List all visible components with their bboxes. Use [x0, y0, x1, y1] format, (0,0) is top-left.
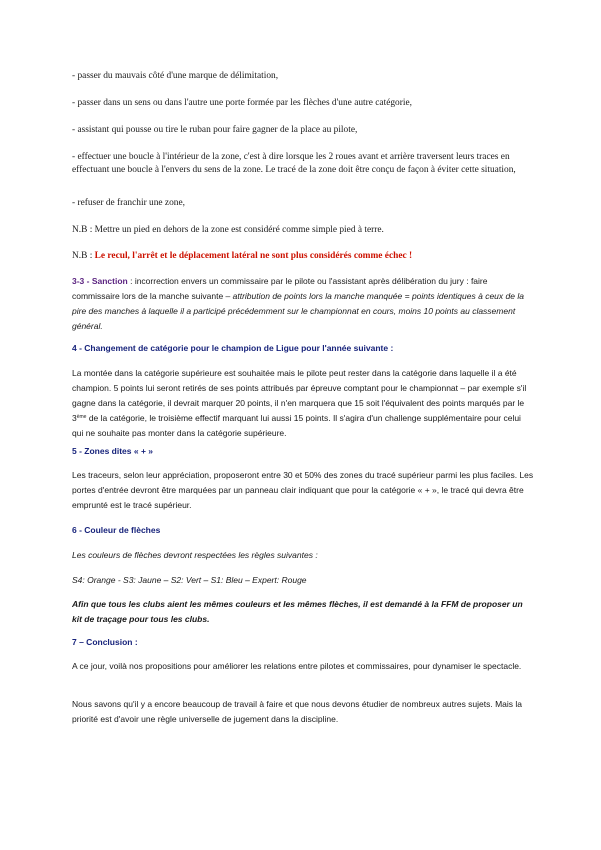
section4-text-a: La montée dans la catégorie supérieure est souhaitée mais le pilote peut rester dans la catégorie dans laquelle il a été champion. 5 points lui seront retirés de ses points attribués par épreuve comptant pour le championnat – par exemple s'il gagne dans la catégorie, il devrait marquer 20 points, il n'en marquera que 15 soit l'équivalent des points marqués par le 3: [72, 368, 527, 423]
section6-note: Afin que tous les clubs aient les mêmes couleurs et les mêmes flèches, il est demandé à la FFM de proposer un kit de traçage pour tous les clubs.: [72, 599, 523, 624]
section6-intro: Les couleurs de flèches devront respectées les règles suivantes :: [72, 550, 318, 560]
sanction-paragraph: [72, 274, 534, 334]
rule-item: - effectuer une boucle à l'intérieur de la zone, c'est à dire lorsque les 2 roues avant et arrière traversent leurs traces en effectuant une boucle à l'envers du sens de la zone. Le tracé de la zone doit être conçu de façon à éviter cette situation,: [72, 152, 516, 176]
section7-heading: 7 – Conclusion :: [72, 637, 138, 647]
section4-heading: 4 - Changement de catégorie pour le champion de Ligue pour l'année suivante :: [72, 343, 394, 353]
section7-paragraph-1: A ce jour, voilà nos propositions pour améliorer les relations entre pilotes et commissaires, pour dynamiser le spectacle.: [72, 661, 522, 671]
rule-item: - refuser de franchir une zone,: [72, 198, 185, 208]
rule-item: - assistant qui pousse ou tire le ruban pour faire gagner de la place au pilote,: [72, 125, 358, 135]
sanction-text: : incorrection envers un commissaire par le pilote ou l'assistant après délibération du jury : faire commissaire lors de la manche suivante –: [72, 276, 488, 301]
note-prefix: N.B :: [72, 251, 95, 261]
section5-heading: 5 - Zones dites « + »: [72, 446, 154, 456]
section6-heading: 6 - Couleur de flèches: [72, 525, 161, 535]
note-foot-outside: N.B : Mettre un pied en dehors de la zone est considéré comme simple pied à terre.: [72, 225, 384, 235]
sanction-heading: 3-3 - Sanction: [72, 276, 128, 286]
section4-text-b: de la catégorie, le troisième effectif marquant lui aussi 15 points. Il s'agira d'un challenge supplémentaire pour celui qui ne souhaite pas monter dans la catégorie supérieure.: [72, 413, 521, 438]
note-warning: [72, 250, 534, 263]
section4-text: [72, 366, 534, 441]
warning-text: Le recul, l'arrêt et le déplacement latéral ne sont plus considérés comme échec !: [94, 251, 413, 261]
sanction-italic: attribution de points lors la manche manquée = points identiques à ceux de la pire des manches à laquelle il a participé précédemment sur le championnat en cours, moins 10 points au classement général.: [72, 291, 524, 331]
section7-paragraph-2: Nous savons qu'il y a encore beaucoup de travail à faire et que nous devons étudier de nombreux autres sujets. Mais la priorité est d'avoir une règle universelle de jugement dans la discipline.: [72, 699, 523, 724]
rule-item: - passer dans un sens ou dans l'autre une porte formée par les flèches d'une autre catégorie,: [72, 98, 412, 108]
section4-superscript: ème: [76, 414, 87, 420]
rule-item: - passer du mauvais côté d'une marque de délimitation,: [72, 71, 279, 81]
section6-colors: S4: Orange - S3: Jaune – S2: Vert – S1: Bleu – Expert: Rouge: [72, 575, 307, 585]
section5-text: Les traceurs, selon leur appréciation, proposeront entre 30 et 50% des zones du tracé supérieur parmi les plus faciles. Les portes d'entrée devront être marquées par un panneau clair indiquant que pour la catégorie « + », le tracé qui devra être emprunté est le tracé supérieur.: [72, 470, 534, 510]
